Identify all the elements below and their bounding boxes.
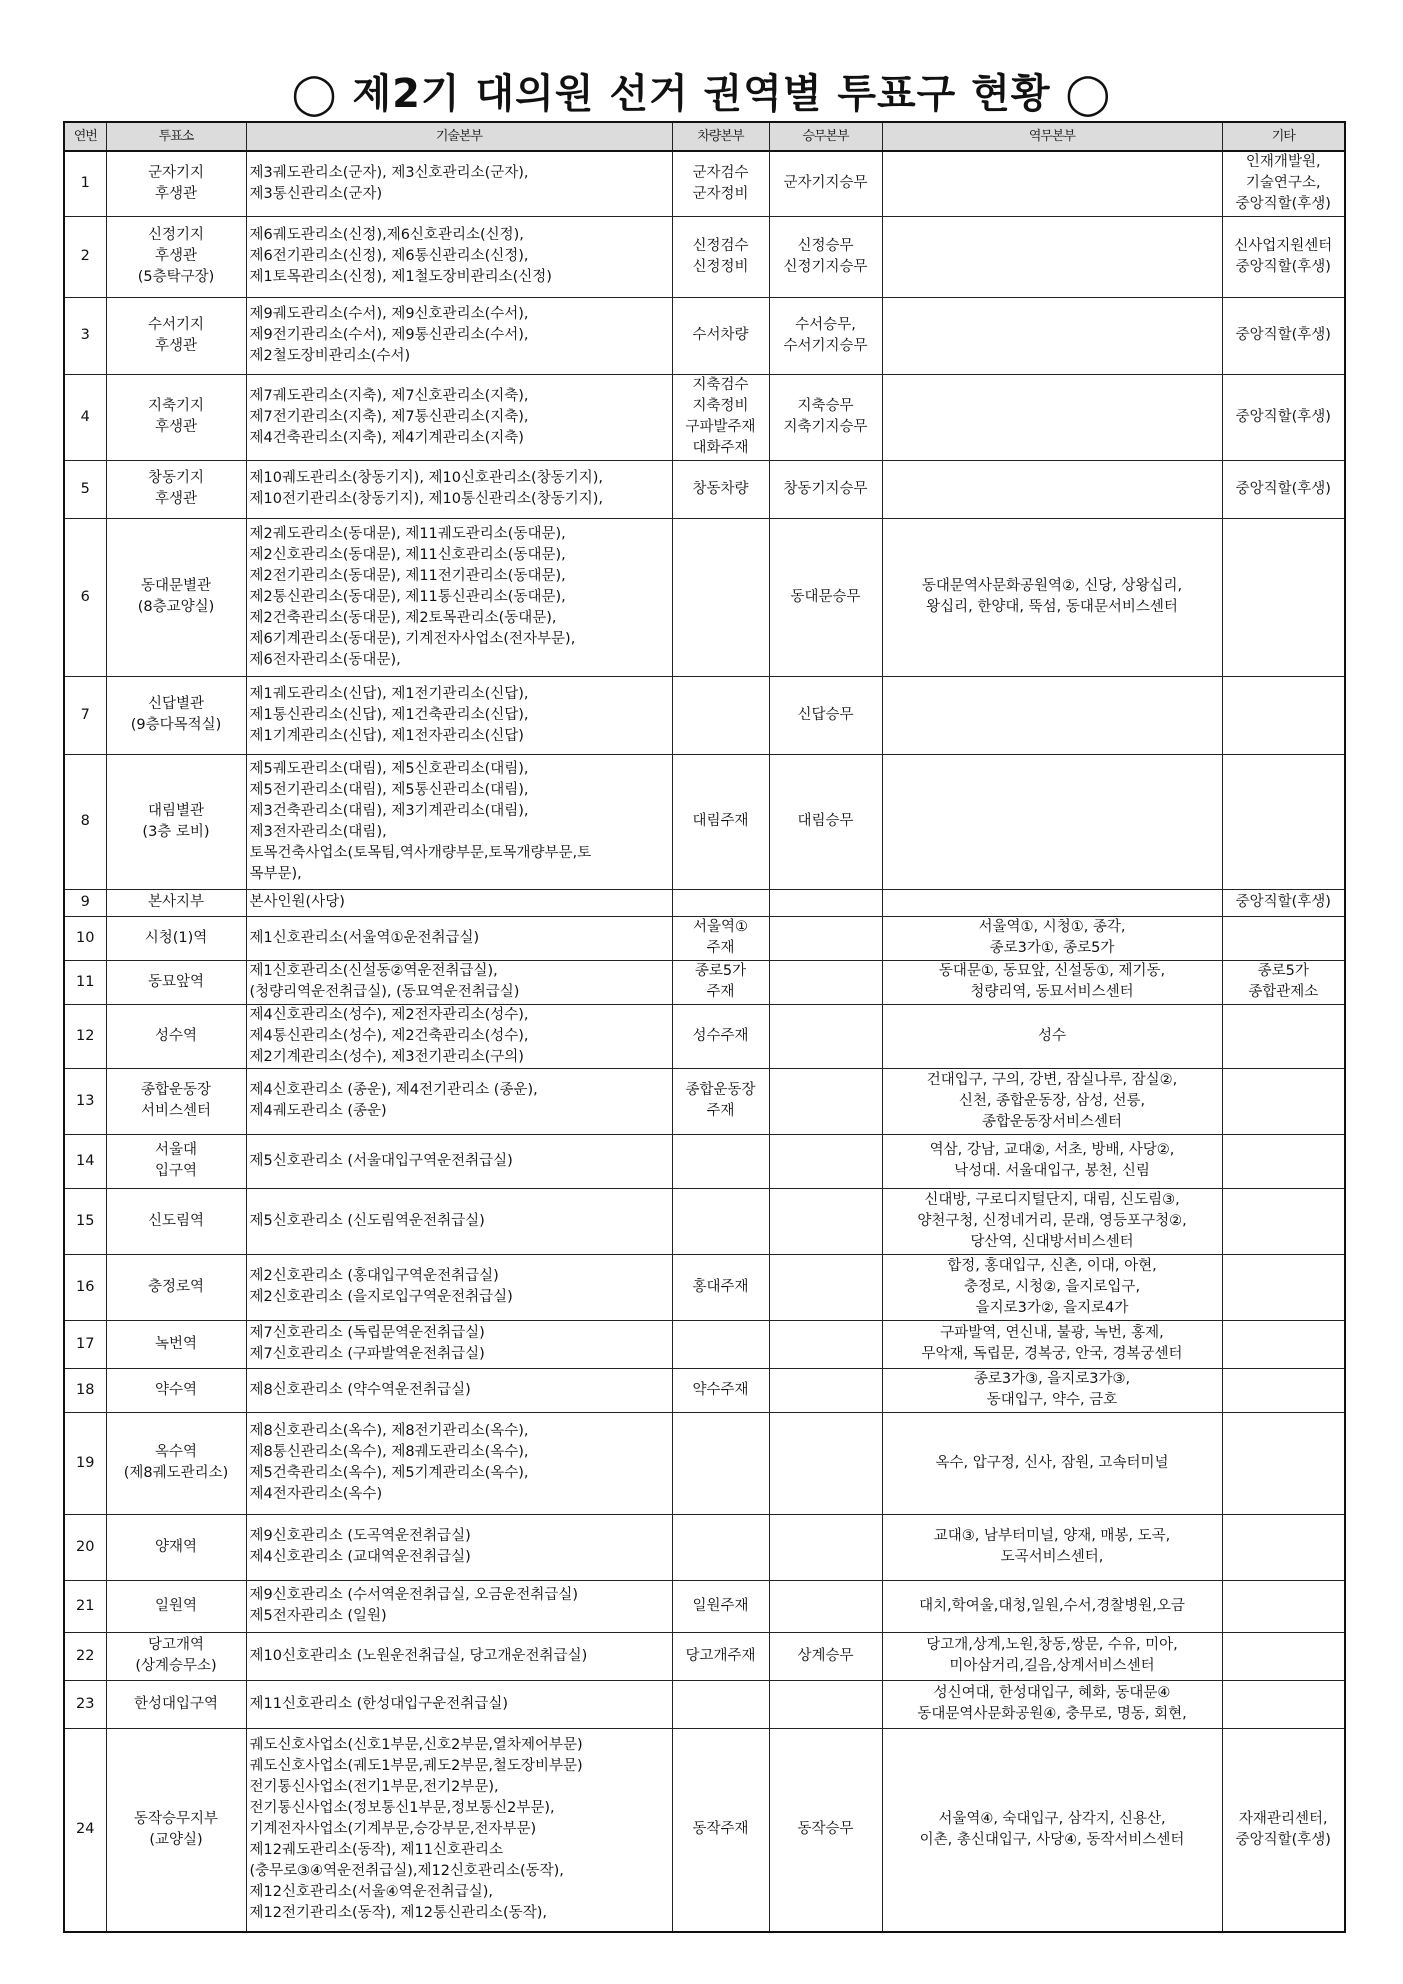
cell-station bbox=[882, 676, 1222, 754]
cell-tech: 제9신호관리소 (도곡역운전취급실) 제4신호관리소 (교대역운전취급실) bbox=[246, 1514, 672, 1580]
cell-station: 성신여대, 한성대입구, 혜화, 동대문④ 동대문역사문화공원④, 충무로, 명동, 회현, bbox=[882, 1680, 1222, 1728]
cell-tech: 제2궤도관리소(동대문), 제11궤도관리소(동대문), 제2신호관리소(동대문), 제11신호관리소(동대문), 제2전기관리소(동대문), 제11전기관리소(동대문), 제2통신관리소(동대문), 제11통신관리소(동대문), 제2건축관리소(동대문), 제2토목관리소(동대문), 제6기계관리소(동대문), 기계전자사업소(전자부문), 제6전자관리소(동대문), bbox=[246, 518, 672, 676]
cell-vehicle: 창동차량 bbox=[672, 460, 769, 518]
cell-etc bbox=[1222, 1368, 1345, 1412]
table-row bbox=[64, 1134, 1345, 1188]
cell-place: 한성대입구역 bbox=[106, 1680, 246, 1728]
cell-no: 20 bbox=[64, 1514, 106, 1580]
cell-place: 시청(1)역 bbox=[106, 916, 246, 960]
cell-etc: 중앙직할(후생) bbox=[1222, 374, 1345, 460]
table-row bbox=[64, 1368, 1345, 1412]
cell-etc: 자재관리센터, 중앙직할(후생) bbox=[1222, 1728, 1345, 1932]
header-no: 연번 bbox=[64, 122, 106, 151]
cell-vehicle: 일원주재 bbox=[672, 1580, 769, 1632]
cell-crew: 군자기지승무 bbox=[769, 151, 882, 216]
cell-etc bbox=[1222, 676, 1345, 754]
cell-etc: 중앙직할(후생) bbox=[1222, 889, 1345, 916]
cell-station bbox=[882, 754, 1222, 889]
cell-vehicle bbox=[672, 1320, 769, 1368]
cell-station bbox=[882, 374, 1222, 460]
cell-etc bbox=[1222, 1412, 1345, 1514]
table-row bbox=[64, 1004, 1345, 1068]
cell-station: 신대방, 구로디지털단지, 대림, 신도림③, 양천구청, 신정네거리, 문래, 영등포구청②, 당산역, 신대방서비스센터 bbox=[882, 1188, 1222, 1254]
cell-crew: 대림승무 bbox=[769, 754, 882, 889]
cell-vehicle bbox=[672, 676, 769, 754]
table-row bbox=[64, 1514, 1345, 1580]
cell-place: 당고개역 (상계승무소) bbox=[106, 1632, 246, 1680]
cell-vehicle bbox=[672, 1188, 769, 1254]
cell-place: 동대문별관 (8층교양실) bbox=[106, 518, 246, 676]
cell-etc bbox=[1222, 1514, 1345, 1580]
cell-station: 동대문①, 동묘앞, 신설동①, 제기동, 청량리역, 동묘서비스센터 bbox=[882, 960, 1222, 1004]
cell-crew bbox=[769, 1680, 882, 1728]
cell-no: 7 bbox=[64, 676, 106, 754]
cell-crew bbox=[769, 1412, 882, 1514]
cell-station bbox=[882, 297, 1222, 374]
table-row bbox=[64, 1728, 1345, 1932]
document-title: ◯ 제2기 대의원 선거 권역별 투표구 현황 ◯ bbox=[291, 71, 1112, 117]
cell-station: 구파발역, 연신내, 불광, 녹번, 홍제, 무악재, 독립문, 경복궁, 안국, 경복궁센터 bbox=[882, 1320, 1222, 1368]
cell-tech: 제1신호관리소(신설동②역운전취급실), (청량리역운전취급실), (동묘역운전취급실) bbox=[246, 960, 672, 1004]
cell-crew bbox=[769, 916, 882, 960]
cell-etc: 중앙직할(후생) bbox=[1222, 297, 1345, 374]
cell-crew bbox=[769, 1368, 882, 1412]
cell-station: 교대③, 남부터미널, 양재, 매봉, 도곡, 도곡서비스센터, bbox=[882, 1514, 1222, 1580]
cell-place: 충정로역 bbox=[106, 1254, 246, 1320]
cell-crew: 창동기지승무 bbox=[769, 460, 882, 518]
cell-vehicle: 종합운동장 주재 bbox=[672, 1068, 769, 1134]
cell-station: 대치,학여울,대청,일원,수서,경찰병원,오금 bbox=[882, 1580, 1222, 1632]
header-place: 투표소 bbox=[106, 122, 246, 151]
cell-crew bbox=[769, 1134, 882, 1188]
cell-vehicle: 홍대주재 bbox=[672, 1254, 769, 1320]
cell-vehicle: 종로5가 주재 bbox=[672, 960, 769, 1004]
header-station: 역무본부 bbox=[882, 122, 1222, 151]
cell-etc: 종로5가 종합관제소 bbox=[1222, 960, 1345, 1004]
cell-vehicle: 대림주재 bbox=[672, 754, 769, 889]
cell-no: 21 bbox=[64, 1580, 106, 1632]
cell-place: 종합운동장 서비스센터 bbox=[106, 1068, 246, 1134]
polling-table bbox=[63, 121, 1346, 1933]
cell-etc bbox=[1222, 1632, 1345, 1680]
cell-etc: 인재개발원, 기술연구소, 중앙직할(후생) bbox=[1222, 151, 1345, 216]
cell-place: 성수역 bbox=[106, 1004, 246, 1068]
cell-crew: 수서승무, 수서기지승무 bbox=[769, 297, 882, 374]
cell-no: 17 bbox=[64, 1320, 106, 1368]
cell-station: 당고개,상계,노원,창동,쌍문, 수유, 미아, 미아삼거리,길음,상계서비스센터 bbox=[882, 1632, 1222, 1680]
cell-no: 18 bbox=[64, 1368, 106, 1412]
cell-tech: 제3궤도관리소(군자), 제3신호관리소(군자), 제3통신관리소(군자) bbox=[246, 151, 672, 216]
cell-crew: 신답승무 bbox=[769, 676, 882, 754]
cell-vehicle bbox=[672, 1680, 769, 1728]
cell-tech: 제2신호관리소 (홍대입구역운전취급실) 제2신호관리소 (을지로입구역운전취급실) bbox=[246, 1254, 672, 1320]
cell-place: 대림별관 (3층 로비) bbox=[106, 754, 246, 889]
cell-place: 본사지부 bbox=[106, 889, 246, 916]
table-row bbox=[64, 374, 1345, 460]
table-row bbox=[64, 1412, 1345, 1514]
cell-station: 종로3가③, 을지로3가③, 동대입구, 약수, 금호 bbox=[882, 1368, 1222, 1412]
cell-etc bbox=[1222, 1580, 1345, 1632]
table-row bbox=[64, 216, 1345, 297]
cell-vehicle: 약수주재 bbox=[672, 1368, 769, 1412]
cell-tech: 제4신호관리소(성수), 제2전자관리소(성수), 제4통신관리소(성수), 제2건축관리소(성수), 제2기계관리소(성수), 제3전기관리소(구의) bbox=[246, 1004, 672, 1068]
table-row bbox=[64, 1068, 1345, 1134]
cell-place: 지축기지 후생관 bbox=[106, 374, 246, 460]
cell-tech: 궤도신호사업소(신호1부문,신호2부문,열차제어부문) 궤도신호사업소(궤도1부문,궤도2부문,철도장비부문) 전기통신사업소(전기1부문,전기2부문), 전기통신사업소(정보통신1부문,정보통신2부문), 기계전자사업소(기계부문,승강부문,전자부문) 제12궤도관리소(동작), 제11신호관리소 (충무로③④역운전취급실),제12신호관리소(동작), 제12신호관리소(서울④역운전취급실), 제12전기관리소(동작), 제12통신관리소(동작), bbox=[246, 1728, 672, 1932]
cell-vehicle bbox=[672, 518, 769, 676]
cell-no: 6 bbox=[64, 518, 106, 676]
table-row bbox=[64, 889, 1345, 916]
table-row bbox=[64, 518, 1345, 676]
cell-station: 서울역①, 시청①, 종각, 종로3가①, 종로5가 bbox=[882, 916, 1222, 960]
cell-etc bbox=[1222, 518, 1345, 676]
cell-etc bbox=[1222, 1320, 1345, 1368]
cell-station: 성수 bbox=[882, 1004, 1222, 1068]
cell-station bbox=[882, 151, 1222, 216]
cell-vehicle: 당고개주재 bbox=[672, 1632, 769, 1680]
cell-tech: 제10궤도관리소(창동기지), 제10신호관리소(창동기지), 제10전기관리소(창동기지), 제10통신관리소(창동기지), bbox=[246, 460, 672, 518]
cell-station: 합정, 홍대입구, 신촌, 이대, 아현, 충정로, 시청②, 을지로입구, 을지로3가②, 을지로4가 bbox=[882, 1254, 1222, 1320]
cell-place: 옥수역 (제8궤도관리소) bbox=[106, 1412, 246, 1514]
cell-vehicle bbox=[672, 1514, 769, 1580]
cell-no: 9 bbox=[64, 889, 106, 916]
cell-crew bbox=[769, 1320, 882, 1368]
cell-tech: 제5신호관리소 (신도림역운전취급실) bbox=[246, 1188, 672, 1254]
cell-no: 23 bbox=[64, 1680, 106, 1728]
header-crew: 승무본부 bbox=[769, 122, 882, 151]
cell-no: 3 bbox=[64, 297, 106, 374]
cell-crew bbox=[769, 1254, 882, 1320]
cell-place: 신정기지 후생관 (5층탁구장) bbox=[106, 216, 246, 297]
cell-place: 양재역 bbox=[106, 1514, 246, 1580]
cell-no: 10 bbox=[64, 916, 106, 960]
table-row bbox=[64, 1632, 1345, 1680]
cell-crew: 지축승무 지축기지승무 bbox=[769, 374, 882, 460]
cell-tech: 제10신호관리소 (노원운전취급실, 당고개운전취급실) bbox=[246, 1632, 672, 1680]
cell-no: 4 bbox=[64, 374, 106, 460]
cell-tech: 제9신호관리소 (수서역운전취급실, 오금운전취급실) 제5전자관리소 (일원) bbox=[246, 1580, 672, 1632]
cell-etc: 중앙직할(후생) bbox=[1222, 460, 1345, 518]
cell-no: 5 bbox=[64, 460, 106, 518]
table-row bbox=[64, 460, 1345, 518]
cell-vehicle: 수서차량 bbox=[672, 297, 769, 374]
table-row bbox=[64, 297, 1345, 374]
cell-tech: 본사인원(사당) bbox=[246, 889, 672, 916]
cell-crew bbox=[769, 1004, 882, 1068]
cell-tech: 제8신호관리소 (약수역운전취급실) bbox=[246, 1368, 672, 1412]
header-vehicle: 차량본부 bbox=[672, 122, 769, 151]
cell-no: 13 bbox=[64, 1068, 106, 1134]
cell-place: 녹번역 bbox=[106, 1320, 246, 1368]
cell-station: 서울역④, 숙대입구, 삼각지, 신용산, 이촌, 총신대입구, 사당④, 동작서비스센터 bbox=[882, 1728, 1222, 1932]
cell-vehicle bbox=[672, 1412, 769, 1514]
table-header-row bbox=[64, 122, 1345, 151]
cell-tech: 제11신호관리소 (한성대입구운전취급실) bbox=[246, 1680, 672, 1728]
cell-tech: 제7궤도관리소(지축), 제7신호관리소(지축), 제7전기관리소(지축), 제7통신관리소(지축), 제4건축관리소(지축), 제4기계관리소(지축) bbox=[246, 374, 672, 460]
table-row bbox=[64, 1254, 1345, 1320]
header-tech: 기술본부 bbox=[246, 122, 672, 151]
cell-tech: 제9궤도관리소(수서), 제9신호관리소(수서), 제9전기관리소(수서), 제9통신관리소(수서), 제2철도장비관리소(수서) bbox=[246, 297, 672, 374]
cell-station: 역삼, 강남, 교대②, 서초, 방배, 사당②, 낙성대. 서울대입구, 봉천, 신림 bbox=[882, 1134, 1222, 1188]
cell-crew: 동대문승무 bbox=[769, 518, 882, 676]
cell-station bbox=[882, 460, 1222, 518]
cell-vehicle bbox=[672, 889, 769, 916]
cell-no: 1 bbox=[64, 151, 106, 216]
cell-place: 동작승무지부 (교양실) bbox=[106, 1728, 246, 1932]
table-row bbox=[64, 151, 1345, 216]
cell-etc bbox=[1222, 754, 1345, 889]
table-row bbox=[64, 916, 1345, 960]
cell-station: 동대문역사문화공원역②, 신당, 상왕십리, 왕십리, 한양대, 뚝섬, 동대문서비스센터 bbox=[882, 518, 1222, 676]
cell-tech: 제1신호관리소(서울역①운전취급실) bbox=[246, 916, 672, 960]
cell-place: 서울대 입구역 bbox=[106, 1134, 246, 1188]
cell-vehicle: 지축검수 지축정비 구파발주재 대화주재 bbox=[672, 374, 769, 460]
cell-crew: 신정승무 신정기지승무 bbox=[769, 216, 882, 297]
cell-tech: 제4신호관리소 (종운), 제4전기관리소 (종운), 제4궤도관리소 (종운) bbox=[246, 1068, 672, 1134]
cell-crew bbox=[769, 1580, 882, 1632]
cell-place: 약수역 bbox=[106, 1368, 246, 1412]
cell-place: 신답별관 (9층다목적실) bbox=[106, 676, 246, 754]
cell-etc bbox=[1222, 1068, 1345, 1134]
cell-no: 14 bbox=[64, 1134, 106, 1188]
cell-crew: 상계승무 bbox=[769, 1632, 882, 1680]
table-row bbox=[64, 1320, 1345, 1368]
cell-place: 신도림역 bbox=[106, 1188, 246, 1254]
cell-place: 군자기지 후생관 bbox=[106, 151, 246, 216]
cell-crew bbox=[769, 889, 882, 916]
cell-no: 12 bbox=[64, 1004, 106, 1068]
cell-tech: 제5궤도관리소(대림), 제5신호관리소(대림), 제5전기관리소(대림), 제5통신관리소(대림), 제3건축관리소(대림), 제3기계관리소(대림), 제3전자관리소(대림), 토목건축사업소(토목팀,역사개량부문,토목개량부문,토 목부문), bbox=[246, 754, 672, 889]
cell-tech: 제6궤도관리소(신정),제6신호관리소(신정), 제6전기관리소(신정), 제6통신관리소(신정), 제1토목관리소(신정), 제1철도장비관리소(신정) bbox=[246, 216, 672, 297]
cell-crew bbox=[769, 1068, 882, 1134]
cell-place: 창동기지 후생관 bbox=[106, 460, 246, 518]
table-row bbox=[64, 676, 1345, 754]
cell-no: 15 bbox=[64, 1188, 106, 1254]
table-row bbox=[64, 960, 1345, 1004]
cell-etc bbox=[1222, 1680, 1345, 1728]
cell-station: 옥수, 압구정, 신사, 잠원, 고속터미널 bbox=[882, 1412, 1222, 1514]
cell-tech: 제7신호관리소 (독립문역운전취급실) 제7신호관리소 (구파발역운전취급실) bbox=[246, 1320, 672, 1368]
cell-place: 동묘앞역 bbox=[106, 960, 246, 1004]
cell-vehicle bbox=[672, 1134, 769, 1188]
cell-no: 19 bbox=[64, 1412, 106, 1514]
cell-no: 22 bbox=[64, 1632, 106, 1680]
cell-vehicle: 동작주재 bbox=[672, 1728, 769, 1932]
cell-place: 일원역 bbox=[106, 1580, 246, 1632]
cell-no: 11 bbox=[64, 960, 106, 1004]
table-row bbox=[64, 754, 1345, 889]
cell-no: 2 bbox=[64, 216, 106, 297]
cell-crew bbox=[769, 1188, 882, 1254]
cell-tech: 제8신호관리소(옥수), 제8전기관리소(옥수), 제8통신관리소(옥수), 제8궤도관리소(옥수), 제5건축관리소(옥수), 제5기계관리소(옥수), 제4전자관리소(옥수) bbox=[246, 1412, 672, 1514]
cell-station: 건대입구, 구의, 강변, 잠실나루, 잠실②, 신천, 종합운동장, 삼성, 선릉, 종합운동장서비스센터 bbox=[882, 1068, 1222, 1134]
cell-crew bbox=[769, 1514, 882, 1580]
cell-vehicle: 성수주재 bbox=[672, 1004, 769, 1068]
cell-vehicle: 신정검수 신정정비 bbox=[672, 216, 769, 297]
cell-etc bbox=[1222, 1004, 1345, 1068]
cell-no: 8 bbox=[64, 754, 106, 889]
cell-etc bbox=[1222, 1254, 1345, 1320]
cell-station bbox=[882, 889, 1222, 916]
table-row bbox=[64, 1188, 1345, 1254]
table-row bbox=[64, 1680, 1345, 1728]
cell-station bbox=[882, 216, 1222, 297]
cell-tech: 제1궤도관리소(신답), 제1전기관리소(신답), 제1통신관리소(신답), 제1건축관리소(신답), 제1기계관리소(신답), 제1전자관리소(신답) bbox=[246, 676, 672, 754]
cell-crew: 동작승무 bbox=[769, 1728, 882, 1932]
cell-tech: 제5신호관리소 (서울대입구역운전취급실) bbox=[246, 1134, 672, 1188]
cell-no: 24 bbox=[64, 1728, 106, 1932]
cell-etc bbox=[1222, 1188, 1345, 1254]
cell-etc bbox=[1222, 1134, 1345, 1188]
cell-vehicle: 군자검수 군자정비 bbox=[672, 151, 769, 216]
cell-vehicle: 서울역① 주재 bbox=[672, 916, 769, 960]
header-etc: 기타 bbox=[1222, 122, 1345, 151]
table-row bbox=[64, 1580, 1345, 1632]
cell-etc bbox=[1222, 916, 1345, 960]
cell-etc: 신사업지원센터 중앙직할(후생) bbox=[1222, 216, 1345, 297]
cell-no: 16 bbox=[64, 1254, 106, 1320]
cell-crew bbox=[769, 960, 882, 1004]
cell-place: 수서기지 후생관 bbox=[106, 297, 246, 374]
